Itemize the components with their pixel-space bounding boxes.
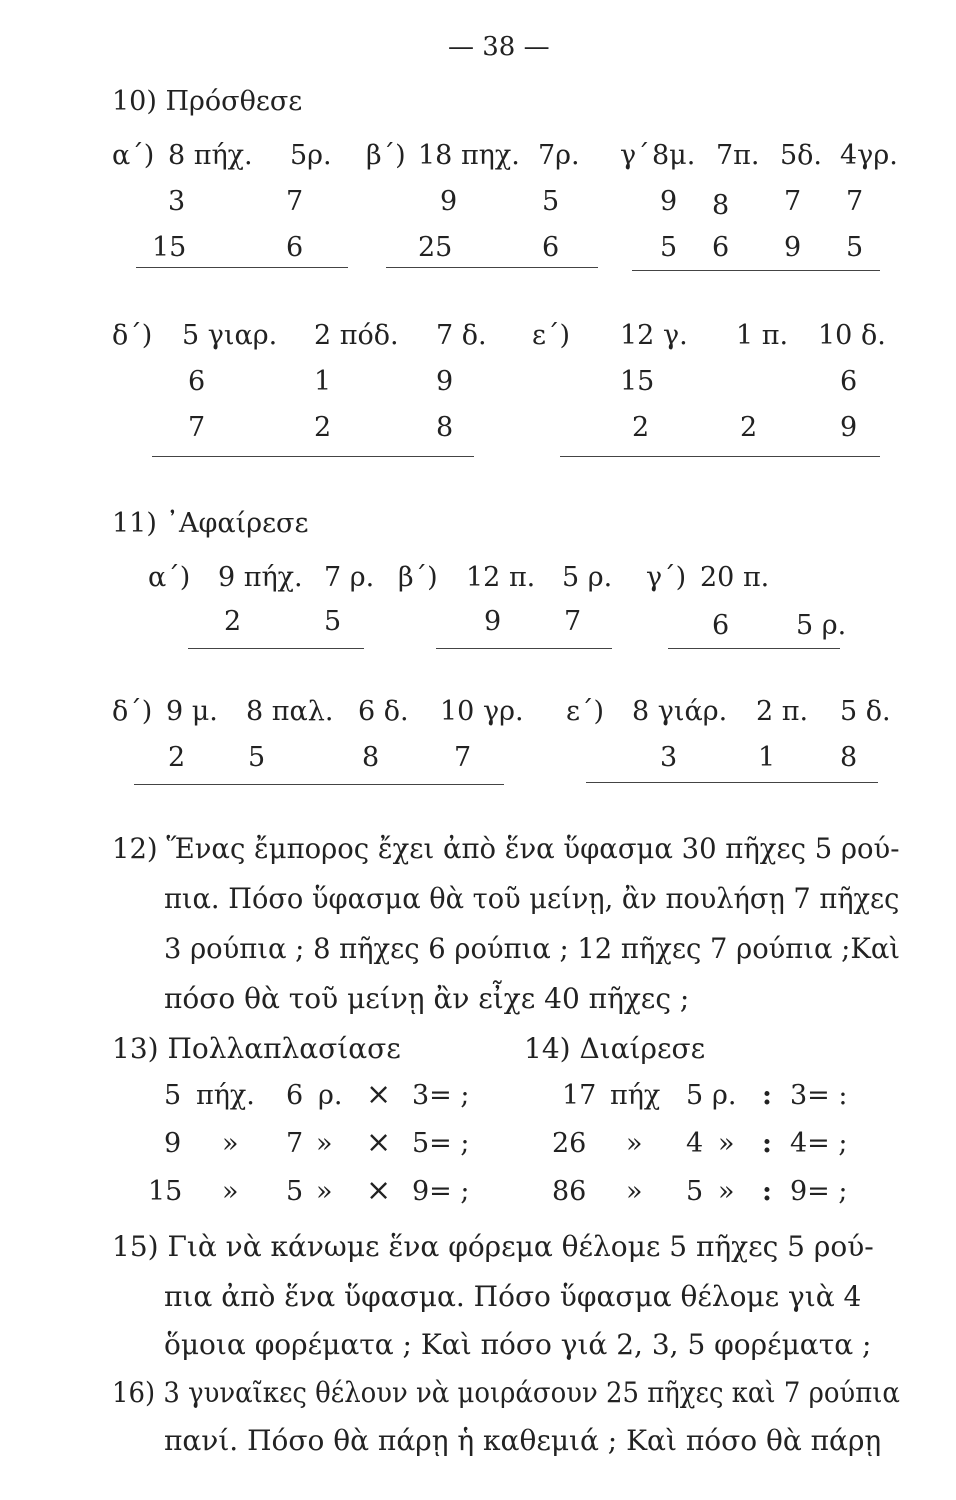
ex11-a-label: α΄)	[148, 562, 191, 593]
ex16-line-1: 16) 3 γυναῖκες θέλουν νὰ μοιράσουν 25 πῆχες καὶ 7 ρούπια	[112, 1376, 900, 1409]
ex13-r2-result: 5= ;	[412, 1128, 470, 1159]
ex10-c-unit-1: 8μ.	[652, 140, 696, 171]
ex14-r3-result: 9= ;	[790, 1176, 848, 1207]
ex11-e-unit-2: 2 π.	[756, 696, 809, 727]
ex14-r3-u2: »	[718, 1176, 735, 1207]
ex11-d-r2-c2: 5	[248, 742, 266, 773]
ex11-c-r2-c2: 5 ρ.	[796, 610, 847, 641]
ex11-c-label: γ΄)	[646, 562, 687, 593]
exercise-11-title: 11) ᾽Αφαίρεσε	[112, 508, 309, 539]
ex10-d-r2-c1: 6	[188, 366, 206, 397]
ex11-d-r2-c1: 2	[168, 742, 186, 773]
ex10-a-r2-c1: 3	[168, 186, 186, 217]
ex13-r2-u2: »	[316, 1128, 333, 1159]
ex11-b-unit-2: 5 ρ.	[562, 562, 613, 593]
ex10-c-label: γ΄	[620, 140, 650, 171]
ex13-r1-times: ×	[366, 1077, 392, 1112]
ex10-a-sum-line	[136, 267, 348, 268]
ex11-d-unit-2: 8 παλ.	[246, 696, 334, 727]
ex10-d-r2-c3: 9	[436, 366, 454, 397]
ex13-r1-b: 6	[286, 1080, 304, 1111]
ex14-r2-u2: »	[718, 1128, 735, 1159]
ex14-r2-a: 26	[552, 1128, 587, 1159]
ex10-b-sum-line	[386, 267, 598, 268]
ex10-a-label: α΄)	[112, 140, 155, 171]
ex11-c-diff-line	[668, 648, 840, 649]
ex11-e-r2-c1: 3	[660, 742, 678, 773]
ex10-d-r2-c2: 1	[314, 366, 332, 397]
ex10-d-unit-3: 7 δ.	[436, 320, 487, 351]
ex10-e-r2-c3: 6	[840, 366, 858, 397]
ex10-d-r3-c2: 2	[314, 412, 332, 443]
ex10-c-r2-c4: 7	[846, 186, 864, 217]
ex13-r3-result: 9= ;	[412, 1176, 470, 1207]
ex11-c-r2-c1: 6	[712, 610, 730, 641]
ex14-r2-result: 4= ;	[790, 1128, 848, 1159]
ex16-line-2: πανί. Πόσο θὰ πάρῃ ἡ καθεμιά ; Καὶ πόσο θὰ πάρῃ	[164, 1424, 882, 1457]
ex14-r2-u1: »	[626, 1128, 643, 1159]
ex13-r2-b: 7	[286, 1128, 304, 1159]
ex10-e-r3-c3: 9	[840, 412, 858, 443]
ex11-b-r2-c1: 9	[484, 606, 502, 637]
exercise-13-title: 13) Πολλαπλασίασε	[112, 1032, 401, 1065]
ex13-r2-times: ×	[366, 1125, 392, 1160]
ex10-d-r3-c1: 7	[188, 412, 206, 443]
ex11-d-r2-c4: 7	[454, 742, 472, 773]
ex10-a-r3-c2: 6	[286, 232, 304, 263]
ex10-e-sum-line	[560, 456, 880, 457]
ex14-r1-u1: πήχ	[610, 1080, 661, 1111]
ex15-line-3: ὅμοια φορέματα ; Καὶ πόσο γιά 2, 3, 5 φορέματα ;	[164, 1328, 872, 1361]
ex11-e-r2-c3: 8	[840, 742, 858, 773]
ex15-line-2: πια ἀπὸ ἕνα ὕφασμα. Πόσο ὕφασμα θέλομε γιὰ 4	[164, 1280, 862, 1313]
ex10-e-unit-3: 10 δ.	[818, 320, 886, 351]
ex14-r1-b: 5	[686, 1080, 704, 1111]
ex13-r1-u2: ρ.	[318, 1080, 343, 1111]
ex12-line-1: 12) Ἕνας ἔμπορος ἔχει ἀπὸ ἕνα ὕφασμα 30 πῆχες 5 ρού-	[112, 832, 900, 865]
ex14-r3-b: 5	[686, 1176, 704, 1207]
ex14-r1-result: 3= :	[790, 1080, 848, 1111]
ex10-b-label: β΄)	[366, 140, 406, 171]
ex13-r3-b: 5	[286, 1176, 304, 1207]
ex13-r3-times: ×	[366, 1173, 392, 1208]
ex10-d-r3-c3: 8	[436, 412, 454, 443]
ex10-c-unit-3: 5δ.	[780, 140, 823, 171]
ex11-a-diff-line	[188, 648, 364, 649]
ex10-e-r3-c1: 2	[632, 412, 650, 443]
ex10-b-r3-c2: 6	[542, 232, 560, 263]
ex11-b-r2-c2: 7	[564, 606, 582, 637]
ex10-c-unit-4: 4γρ.	[840, 140, 898, 171]
ex11-c-unit-1: 20 π.	[700, 562, 770, 593]
ex11-e-unit-1: 8 γιάρ.	[632, 696, 728, 727]
ex13-r3-u1: »	[222, 1176, 239, 1207]
ex10-c-r2-c2: 8	[712, 190, 730, 221]
ex11-d-diff-line	[134, 784, 504, 785]
ex15-line-1: 15) Γιὰ νὰ κάνωμε ἕνα φόρεμα θέλομε 5 πῆχες 5 ρού-	[112, 1230, 874, 1263]
ex10-c-unit-2: 7π.	[716, 140, 760, 171]
ex11-d-unit-4: 10 γρ.	[440, 696, 524, 727]
ex10-e-label: ε΄)	[532, 320, 571, 351]
ex14-r2-divide: :	[762, 1128, 772, 1159]
ex10-c-r3-c2: 6	[712, 232, 730, 263]
ex10-b-unit-1: 18 πηχ.	[418, 140, 520, 171]
ex11-e-diff-line	[586, 782, 878, 783]
ex10-b-r3-c1: 25	[418, 232, 453, 263]
ex11-a-r2-c1: 2	[224, 606, 242, 637]
ex12-line-3: 3 ρούπια ; 8 πῆχες 6 ρούπια ; 12 πῆχες 7 ρούπια ;Καὶ	[164, 932, 901, 965]
ex12-line-2: πια. Πόσο ὕφασμα θὰ τοῦ μείνῃ, ἂν πουλήσῃ 7 πῆχες	[164, 882, 900, 915]
ex14-r3-u1: »	[626, 1176, 643, 1207]
ex11-b-diff-line	[436, 648, 612, 649]
ex13-r2-a: 9	[164, 1128, 182, 1159]
ex10-e-unit-1: 12 γ.	[620, 320, 688, 351]
ex10-a-unit-1: 8 πήχ.	[168, 140, 253, 171]
ex10-c-r3-c3: 9	[784, 232, 802, 263]
ex10-a-r2-c2: 7	[286, 186, 304, 217]
page-number: — 38 —	[448, 32, 550, 62]
ex10-a-unit-2: 5ρ.	[290, 140, 332, 171]
ex14-r3-a: 86	[552, 1176, 587, 1207]
ex14-r3-divide: :	[762, 1176, 772, 1207]
ex10-a-r3-c1: 15	[152, 232, 187, 263]
ex11-d-unit-3: 6 δ.	[358, 696, 409, 727]
ex12-line-4: πόσο θὰ τοῦ μείνῃ ἂν εἶχε 40 πῆχες ;	[164, 982, 690, 1015]
ex14-r2-b: 4	[686, 1128, 704, 1159]
ex10-c-r2-c3: 7	[784, 186, 802, 217]
ex13-r3-u2: »	[316, 1176, 333, 1207]
ex11-d-unit-1: 9 μ.	[166, 696, 218, 727]
ex13-r1-a: 5	[164, 1080, 182, 1111]
ex10-b-r2-c2: 5	[542, 186, 560, 217]
ex10-c-r2-c1: 9	[660, 186, 678, 217]
ex11-d-r2-c3: 8	[362, 742, 380, 773]
ex11-a-r2-c2: 5	[324, 606, 342, 637]
ex11-d-label: δ΄)	[112, 696, 153, 727]
ex10-c-sum-line	[632, 270, 880, 271]
ex10-d-label: δ΄)	[112, 320, 153, 351]
ex14-r1-a: 17	[562, 1080, 597, 1111]
ex14-r1-divide: :	[762, 1080, 772, 1111]
ex11-b-unit-1: 12 π.	[466, 562, 536, 593]
ex11-b-label: β΄)	[398, 562, 438, 593]
ex10-b-unit-2: 7ρ.	[538, 140, 580, 171]
ex11-e-r2-c2: 1	[758, 742, 776, 773]
ex10-d-unit-1: 5 γιαρ.	[182, 320, 278, 351]
ex11-e-label: ε΄)	[566, 696, 605, 727]
ex13-r1-result: 3= ;	[412, 1080, 470, 1111]
ex13-r2-u1: »	[222, 1128, 239, 1159]
ex10-c-r3-c4: 5	[846, 232, 864, 263]
ex11-a-unit-2: 7 ρ.	[324, 562, 375, 593]
ex10-b-r2-c1: 9	[440, 186, 458, 217]
ex11-a-unit-1: 9 πήχ.	[218, 562, 303, 593]
exercise-10-title: 10) Πρόσθεσε	[112, 86, 303, 117]
ex10-e-r2-c1: 15	[620, 366, 655, 397]
ex10-e-r3-c2: 2	[740, 412, 758, 443]
ex10-d-unit-2: 2 πόδ.	[314, 320, 399, 351]
ex11-e-unit-3: 5 δ.	[840, 696, 891, 727]
ex10-e-unit-2: 1 π.	[736, 320, 789, 351]
ex13-r1-u1: πήχ.	[196, 1080, 255, 1111]
ex13-r3-a: 15	[148, 1176, 183, 1207]
ex10-d-sum-line	[152, 456, 474, 457]
ex14-r1-u2: ρ.	[712, 1080, 737, 1111]
ex10-c-r3-c1: 5	[660, 232, 678, 263]
exercise-14-title: 14) Διαίρεσε	[524, 1032, 706, 1065]
